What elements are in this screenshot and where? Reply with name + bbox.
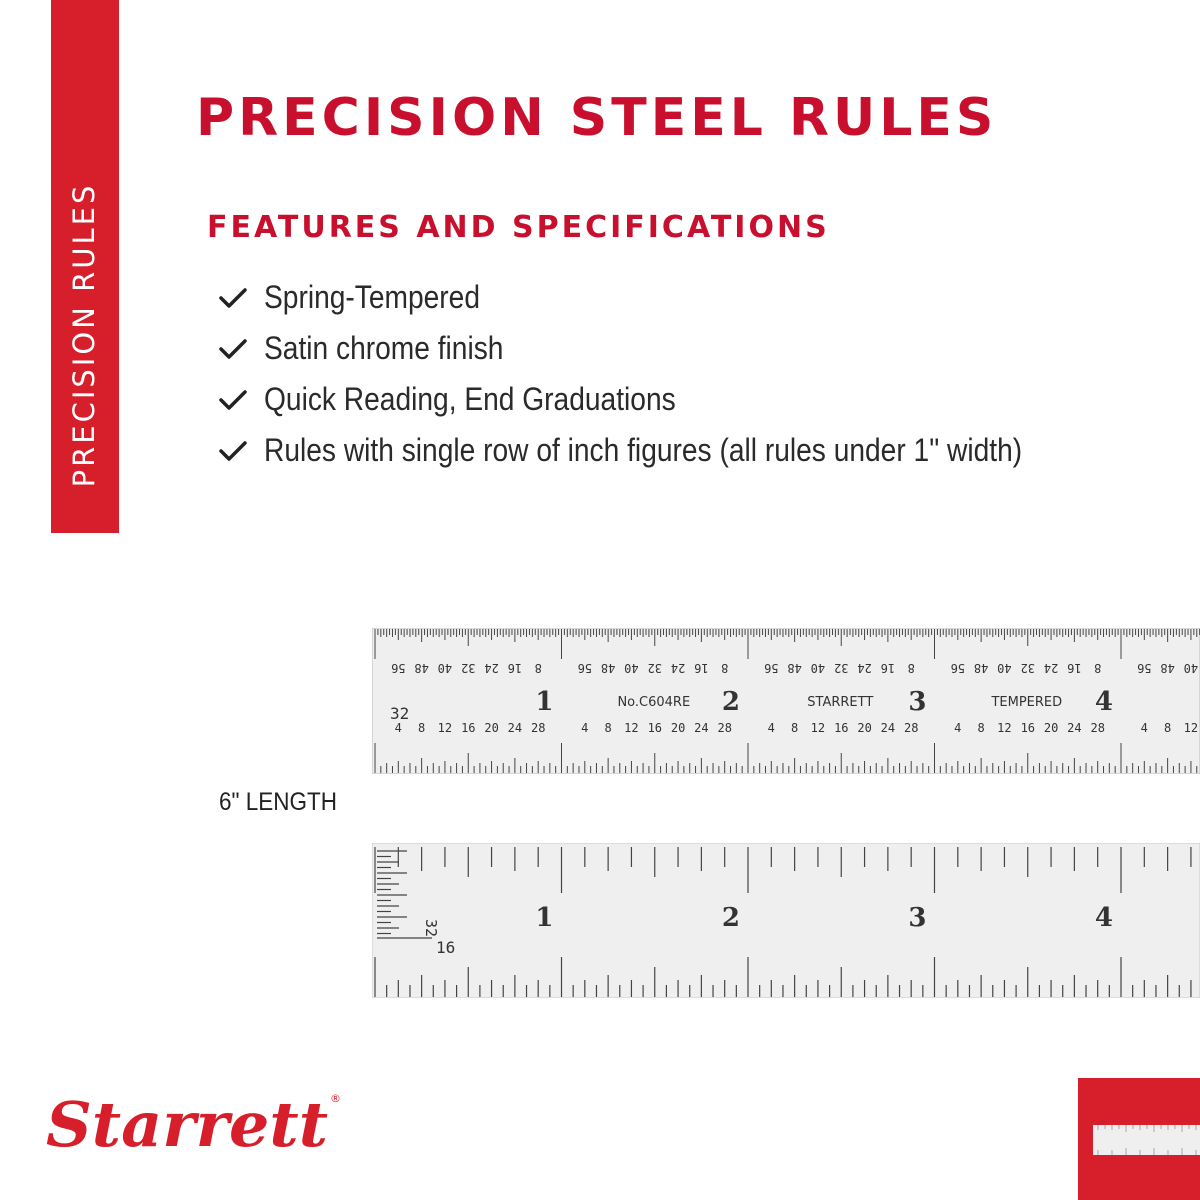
- fraction-label-inverted: 40: [1183, 661, 1199, 675]
- fraction-label-inverted: 16: [507, 661, 523, 675]
- checkmark-icon: [218, 387, 248, 413]
- fraction-label-inverted: 24: [1043, 661, 1059, 675]
- fraction-label-inverted: 16: [880, 661, 896, 675]
- rule-imprint: No.C604RE: [617, 695, 691, 710]
- fraction-label-inverted: 24: [484, 661, 499, 675]
- feature-text: Quick Reading, End Graduations: [264, 381, 676, 417]
- fraction-label-inverted: 24: [857, 661, 872, 675]
- fraction-label: 4: [767, 721, 775, 735]
- inch-number: 3: [908, 687, 927, 717]
- fraction-label-inverted: 48: [414, 661, 429, 675]
- checkmark-icon: [218, 285, 248, 311]
- fraction-label: 16: [461, 721, 476, 735]
- feature-item: [218, 425, 1126, 476]
- fraction-label-inverted: 8: [721, 661, 729, 675]
- fraction-label-inverted: 56: [391, 661, 406, 675]
- fraction-label-inverted: 40: [810, 661, 826, 675]
- fraction-label-inverted: 40: [437, 661, 453, 675]
- mini-ruler-icon: [1093, 1125, 1200, 1155]
- fraction-label-inverted: 56: [577, 661, 593, 675]
- ruler-fine-graduations: [372, 628, 1200, 774]
- ruler-end-graduations: [372, 843, 1200, 998]
- fraction-label-inverted: 32: [834, 661, 849, 675]
- fraction-label: 8: [790, 721, 799, 735]
- fraction-label: 4: [954, 721, 962, 735]
- checkmark-icon: [218, 336, 248, 362]
- ruler-fine-image: [372, 628, 1200, 774]
- features-list: [218, 272, 1126, 476]
- fraction-label-inverted: 16: [694, 661, 709, 675]
- feature-item: [218, 272, 1126, 323]
- fraction-label: 20: [1043, 721, 1059, 735]
- fraction-label-inverted: 16: [1067, 661, 1082, 675]
- fraction-label: 20: [857, 721, 872, 735]
- fraction-label-inverted: 24: [670, 661, 686, 675]
- fraction-label-inverted: 56: [764, 661, 779, 675]
- fraction-label: 12: [624, 721, 639, 735]
- feature-text: Satin chrome finish: [264, 330, 504, 366]
- fraction-label: 16: [647, 721, 663, 735]
- fraction-label-inverted: 8: [907, 661, 915, 675]
- fraction-label-inverted: 32: [647, 661, 663, 675]
- length-label: 6" LENGTH: [219, 788, 338, 816]
- fraction-label-inverted: 48: [1160, 661, 1175, 675]
- rule-imprint: TEMPERED: [991, 695, 1063, 710]
- feature-text: Rules with single row of inch figures (all rules under 1" width): [264, 432, 1023, 468]
- inch-number: 2: [721, 687, 740, 717]
- fraction-label: 20: [484, 721, 499, 735]
- fraction-label-inverted: 40: [624, 661, 639, 675]
- fraction-label-inverted: 56: [950, 661, 966, 675]
- fraction-label: 24: [1067, 721, 1082, 735]
- fraction-label: 12: [997, 721, 1012, 735]
- inch-number: 4: [1094, 903, 1113, 933]
- checkmark-icon: [218, 438, 248, 464]
- fraction-label: 16: [834, 721, 849, 735]
- fraction-label: 8: [1163, 721, 1172, 735]
- page-title: PRECISION STEEL RULES: [196, 88, 998, 148]
- rule-imprint: STARRETT: [807, 695, 874, 710]
- feature-item: [218, 374, 1126, 425]
- fraction-label-inverted: 56: [1137, 661, 1152, 675]
- fraction-label-inverted: 48: [973, 661, 989, 675]
- end-label: 32: [422, 919, 440, 938]
- fraction-label: 4: [581, 721, 589, 735]
- svg-text:Starrett: Starrett: [46, 1088, 329, 1160]
- starrett-logo: [44, 1080, 344, 1160]
- fraction-label: 28: [717, 721, 732, 735]
- fraction-label: 12: [437, 721, 453, 735]
- fraction-label: 16: [1020, 721, 1036, 735]
- fraction-label: 28: [530, 721, 546, 735]
- fraction-label: 20: [670, 721, 686, 735]
- fraction-label: 8: [417, 721, 426, 735]
- fraction-label: 12: [1183, 721, 1199, 735]
- graduation-number: 32: [390, 704, 410, 723]
- corner-ruler-graphic: [1093, 1125, 1200, 1155]
- feature-text: Spring-Tempered: [264, 279, 480, 315]
- fraction-label-inverted: 32: [461, 661, 476, 675]
- fraction-label: 12: [810, 721, 826, 735]
- fraction-label: 28: [903, 721, 919, 735]
- fraction-label: 24: [694, 721, 709, 735]
- fraction-label-inverted: 32: [1020, 661, 1036, 675]
- inch-number: 3: [908, 903, 927, 933]
- fraction-label: 8: [977, 721, 985, 735]
- svg-text:®: ®: [330, 1092, 341, 1105]
- fraction-label: 4: [1140, 721, 1148, 735]
- fraction-label-inverted: 48: [600, 661, 616, 675]
- fraction-label-inverted: 8: [1094, 661, 1102, 675]
- fraction-label-inverted: 40: [997, 661, 1012, 675]
- feature-item: [218, 323, 1126, 374]
- side-band-label: PRECISION RULES: [67, 182, 101, 488]
- fraction-label: 24: [880, 721, 896, 735]
- inch-number: 2: [721, 903, 740, 933]
- inch-number: 1: [535, 903, 554, 933]
- section-subtitle: FEATURES AND SPECIFICATIONS: [207, 210, 830, 245]
- end-label: 16: [436, 938, 456, 957]
- fraction-label: 28: [1090, 721, 1105, 735]
- fraction-label-inverted: 8: [534, 661, 542, 675]
- fraction-label-inverted: 48: [787, 661, 802, 675]
- fraction-label: 24: [507, 721, 523, 735]
- inch-number: 1: [535, 687, 554, 717]
- ruler-end-image: [372, 843, 1200, 998]
- inch-number: 4: [1094, 687, 1113, 717]
- fraction-label: 4: [394, 721, 402, 735]
- starrett-logo-image: [44, 1080, 344, 1160]
- fraction-label: 8: [604, 721, 612, 735]
